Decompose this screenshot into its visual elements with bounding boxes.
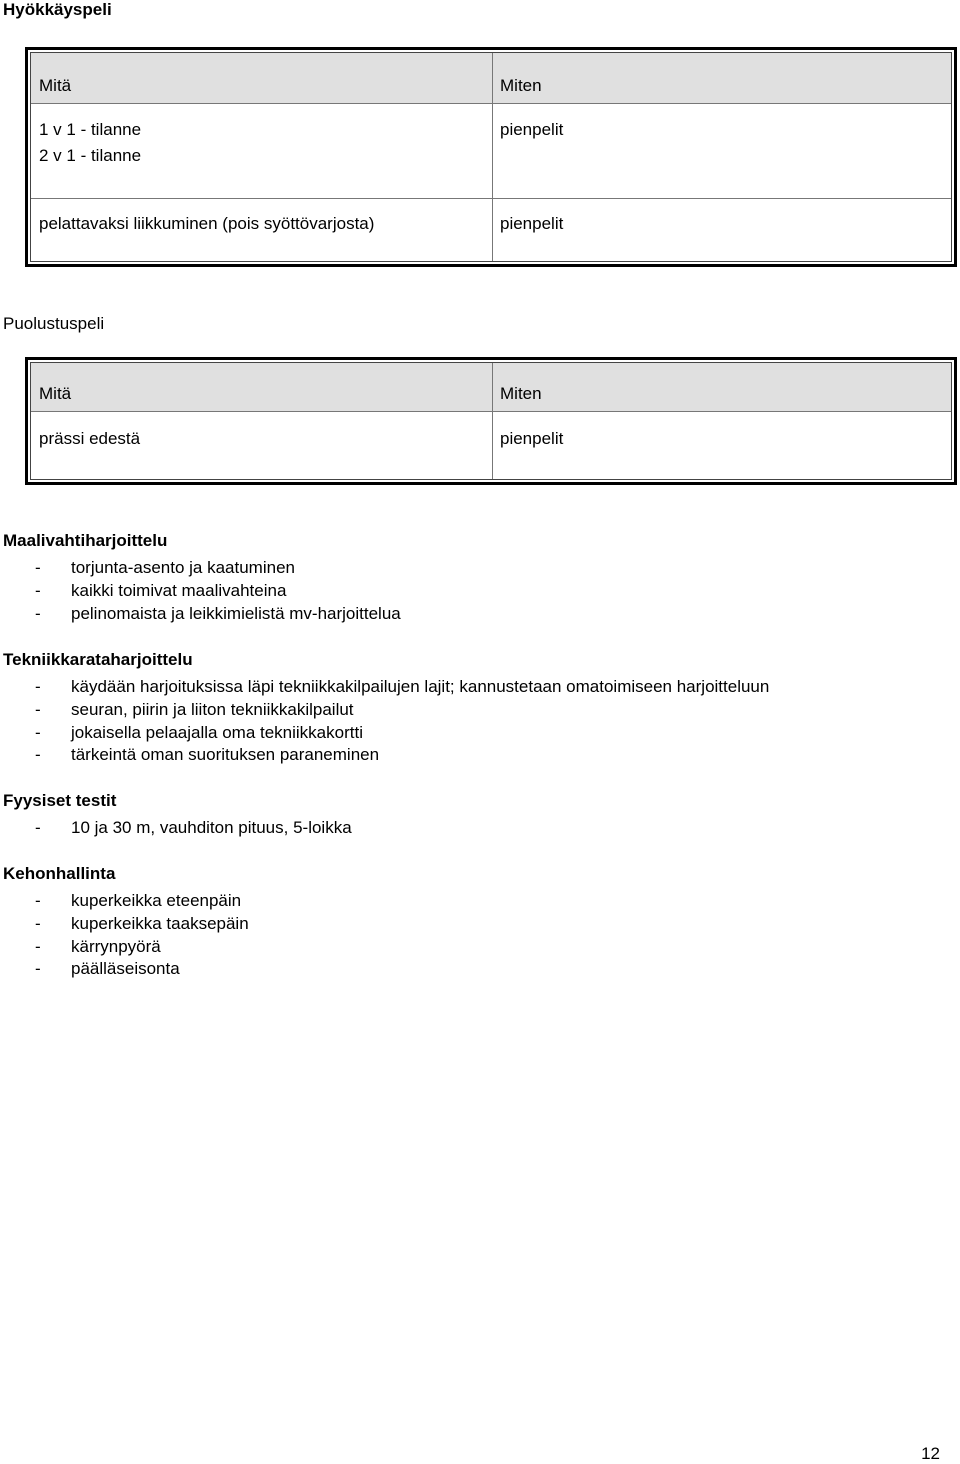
bullet-dash: - <box>35 891 41 910</box>
table-header-row <box>31 363 951 411</box>
table-header-row <box>31 53 951 103</box>
puolustuspeli-table <box>25 357 957 485</box>
table-cell-what: 2 v 1 - tilanne <box>39 146 142 165</box>
list-item-text: seuran, piirin ja liiton tekniikkakilpailut <box>71 699 354 719</box>
section-title-hyokkayspeli: Hyökkäyspeli <box>3 0 112 19</box>
page-number: 12 <box>921 1444 940 1463</box>
list-item-text: jokaisella pelaajalla oma tekniikkakortti <box>71 722 363 742</box>
table-inner-border <box>30 52 952 262</box>
column-divider <box>492 53 493 261</box>
list-item-text: pelinomaista ja leikkimielistä mv-harjoittelua <box>71 603 401 623</box>
list-item-text: kärrynpyörä <box>71 936 161 956</box>
bullet-dash: - <box>35 699 41 719</box>
table-cell-how: pienpelit <box>500 120 564 139</box>
bullet-dash: - <box>35 558 41 577</box>
table-cell-what: prässi edestä <box>39 429 141 448</box>
list-item-text: päälläseisonta <box>71 959 180 979</box>
bullet-dash: - <box>35 913 41 933</box>
list-item-text: torjunta-asento ja kaatuminen <box>71 558 295 577</box>
row-divider <box>31 411 951 412</box>
bullet-dash: - <box>35 603 41 623</box>
bullet-dash: - <box>35 677 41 696</box>
header-cell-how: Miten <box>500 76 542 95</box>
bullet-dash: - <box>35 580 41 600</box>
header-cell-how: Miten <box>500 384 542 403</box>
column-divider <box>492 363 493 479</box>
section-title-maalivahtiharjoittelu: Maalivahtiharjoittelu <box>3 531 168 550</box>
row-divider <box>31 103 951 104</box>
row-divider <box>31 198 951 199</box>
list-item-text: kuperkeikka taaksepäin <box>71 913 249 933</box>
bullet-dash: - <box>35 959 41 979</box>
table-inner-border <box>30 362 952 480</box>
list-item-text: tärkeintä oman suorituksen paraneminen <box>71 745 380 765</box>
list-item-text: käydään harjoituksissa läpi tekniikkakilpailujen lajit; kannustetaan omatoimiseen harjoitteluun <box>71 677 770 696</box>
bullet-dash: - <box>35 745 41 765</box>
section-title-tekniikkarataharjoittelu: Tekniikkarataharjoittelu <box>3 650 193 669</box>
table-cell-what: 1 v 1 - tilanne <box>39 120 142 139</box>
section-title-fyysiset-testit: Fyysiset testit <box>3 791 117 810</box>
table-cell-how: pienpelit <box>500 429 564 448</box>
header-cell-what: Mitä <box>39 76 72 95</box>
table-cell-how: pienpelit <box>500 214 564 233</box>
section-title-kehonhallinta: Kehonhallinta <box>3 864 116 883</box>
list-item-text: kuperkeikka eteenpäin <box>71 891 242 910</box>
hyokkayspeli-table <box>25 47 957 267</box>
list-item-text: kaikki toimivat maalivahteina <box>71 580 287 600</box>
section-title-puolustuspeli: Puolustuspeli <box>3 314 105 333</box>
bullet-dash: - <box>35 818 41 837</box>
bullet-dash: - <box>35 936 41 956</box>
header-cell-what: Mitä <box>39 384 72 403</box>
table-cell-what: pelattavaksi liikkuminen (pois syöttövarjosta) <box>39 214 375 233</box>
bullet-dash: - <box>35 722 41 742</box>
list-item-text: 10 ja 30 m, vauhditon pituus, 5-loikka <box>71 818 352 837</box>
